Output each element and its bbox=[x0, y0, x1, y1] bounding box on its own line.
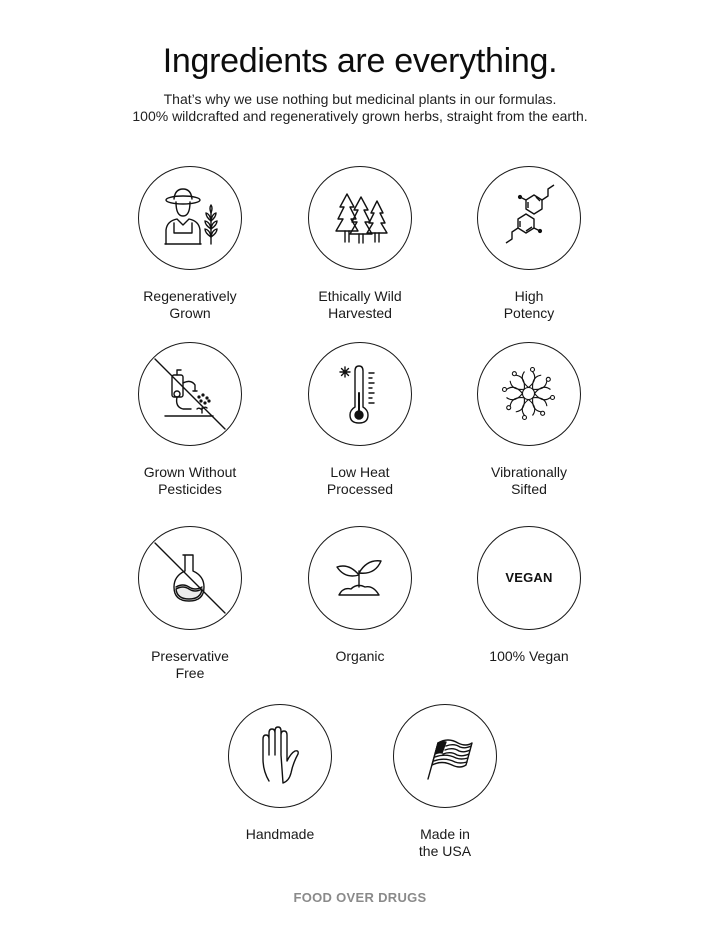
feature-label: 100% Vegan bbox=[489, 648, 569, 664]
feature-circle bbox=[393, 704, 497, 808]
feature-label: High Potency bbox=[503, 288, 555, 321]
feature-circle bbox=[138, 526, 242, 630]
feature-circle bbox=[308, 526, 412, 630]
brand-footer: FOOD OVER DRUGS bbox=[293, 890, 427, 905]
usa-flag-icon bbox=[394, 705, 495, 806]
vegan-badge bbox=[477, 526, 581, 630]
sprout-icon bbox=[309, 527, 410, 628]
feature-circle bbox=[228, 704, 332, 808]
feature-handmade bbox=[200, 704, 360, 843]
hand-icon bbox=[229, 705, 330, 806]
feature-label: Organic bbox=[335, 648, 385, 664]
feature-label: Preservative Free bbox=[151, 648, 229, 681]
feature-ethically-wild-harvested bbox=[280, 166, 440, 322]
subtitle-line-2: 100% wildcrafted and regeneratively grown herbs, straight from the earth. bbox=[132, 108, 588, 124]
feature-label: Grown Without Pesticides bbox=[143, 464, 237, 497]
feature-made-in-usa bbox=[365, 704, 525, 860]
feature-label: Regeneratively Grown bbox=[143, 288, 237, 321]
molecule-icon bbox=[478, 167, 579, 268]
no-preservative-flask-icon bbox=[139, 527, 240, 628]
feature-preservative-free bbox=[110, 526, 270, 682]
vibration-mandala-icon bbox=[478, 343, 579, 444]
feature-label: Made in the USA bbox=[418, 826, 472, 859]
feature-label: Handmade bbox=[245, 826, 315, 842]
feature-circle bbox=[477, 166, 581, 270]
feature-organic bbox=[280, 526, 440, 665]
feature-circle bbox=[138, 166, 242, 270]
feature-grown-without-pesticides bbox=[110, 342, 270, 498]
feature-label: Low Heat Processed bbox=[326, 464, 394, 497]
feature-low-heat-processed bbox=[280, 342, 440, 498]
feature-high-potency bbox=[449, 166, 609, 322]
page-subtitle bbox=[0, 91, 720, 125]
feature-circle bbox=[308, 166, 412, 270]
feature-label: Ethically Wild Harvested bbox=[318, 288, 402, 321]
feature-regeneratively-grown bbox=[110, 166, 270, 322]
feature-vibrationally-sifted bbox=[449, 342, 609, 498]
farmer-wheat-icon bbox=[139, 167, 240, 268]
feature-circle bbox=[138, 342, 242, 446]
page-title: Ingredients are everything. bbox=[162, 42, 558, 80]
thermometer-cold-icon bbox=[309, 343, 410, 444]
subtitle-line-1: That’s why we use nothing but medicinal plants in our formulas. bbox=[163, 91, 557, 107]
pine-trees-icon bbox=[309, 167, 410, 268]
vegan-badge-text: VEGAN bbox=[505, 570, 553, 585]
no-pesticide-sprayer-icon bbox=[139, 343, 240, 444]
feature-circle bbox=[477, 342, 581, 446]
feature-label: Vibrationally Sifted bbox=[490, 464, 567, 497]
feature-100-vegan bbox=[449, 526, 609, 665]
feature-circle bbox=[308, 342, 412, 446]
